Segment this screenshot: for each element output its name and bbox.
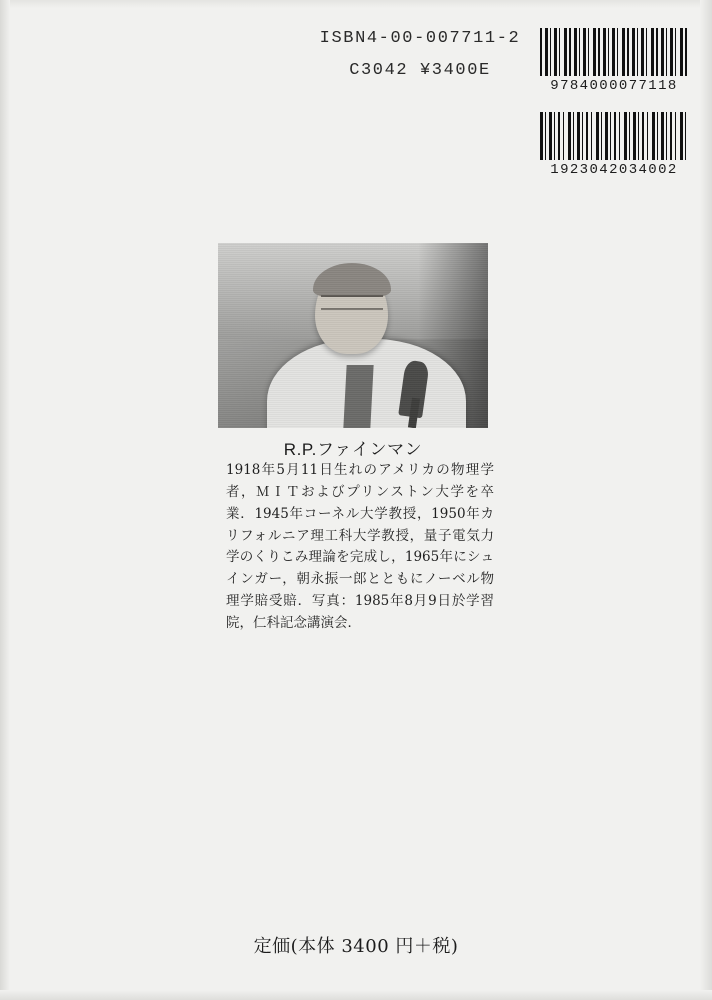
page-edge-bottom [0,990,712,1000]
isbn-classification-price: C3042 ¥3400E [349,60,491,80]
classification-barcode [540,112,688,178]
price-label: 定価(本体 3400 円＋税) [253,936,459,957]
isbn-block [300,26,540,83]
barcode-number: 9784000077118 [550,78,678,94]
isbn-number: ISBN4-00-007711-2 [319,29,521,48]
portrait-glasses [321,295,383,310]
author-bio-text: 1918年5月11日生れのアメリカの物理学者，ＭＩＴおよびプリンストン大学を卒業．1945年コーネル大学教授，1950年カリフォルニア理工科大学教授，量子電気力学のくりこみ理論を完成し，1965年にシュインガー，朝永振一郎とともにノーベル物理学賠受賠．写真：1985年8月9日於学習院，仁科記念講演会． [226,462,494,632]
author-name: R.P.ファインマン [283,440,423,459]
barcode-number: 1923042034002 [550,162,678,178]
isbn-barcode [540,28,688,94]
author-portrait [218,243,488,428]
barcode-bars [540,112,688,160]
barcode-bars [540,28,688,76]
page-edge-right [700,0,712,1000]
author-bio [226,460,494,635]
page-edge-top [0,0,712,8]
page-edge-left [0,0,10,1000]
portrait-tie [343,365,373,428]
